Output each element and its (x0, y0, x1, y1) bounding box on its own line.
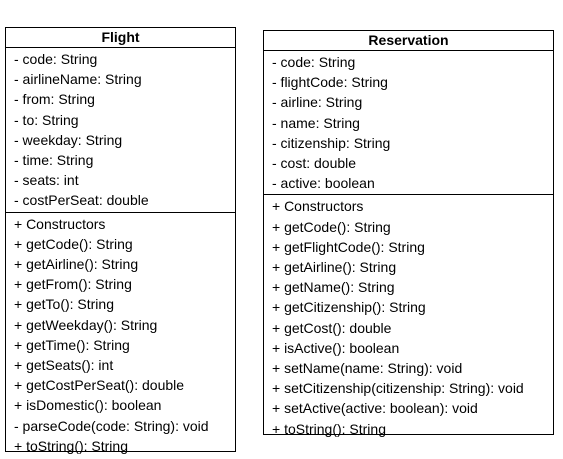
flight-method: + getCostPerSeat(): double (14, 377, 185, 394)
reservation-attribute: - citizenship: String (272, 134, 391, 151)
flight-method: + Constructors (14, 215, 106, 232)
reservation-methods (264, 195, 553, 439)
flight-attributes (6, 48, 235, 213)
reservation-method: + getFlightCode(): String (272, 238, 425, 255)
reservation-attribute: - flightCode: String (272, 74, 388, 91)
reservation-method: + setCitizenship(citizenship: String): void (272, 380, 524, 397)
flight-method: + getAirline(): String (14, 256, 139, 273)
reservation-attribute: - active: boolean (272, 175, 375, 192)
reservation-method: + setName(name: String): void (272, 360, 463, 377)
reservation-attribute: - airline: String (272, 94, 363, 111)
reservation-method: + getCode(): String (272, 218, 391, 235)
flight-attribute: - airlineName: String (14, 71, 142, 88)
reservation-attribute: - cost: double (272, 155, 357, 172)
flight-attribute: - seats: int (14, 172, 79, 189)
flight-method: + getCode(): String (14, 235, 133, 252)
reservation-method: + getName(): String (272, 279, 395, 296)
flight-method: + isDomestic(): boolean (14, 397, 162, 414)
flight-method: + getSeats(): int (14, 357, 114, 374)
reservation-method: + Constructors (272, 198, 364, 215)
flight-attribute: - code: String (14, 51, 98, 67)
reservation-attribute: - code: String (272, 54, 356, 70)
flight-methods (6, 213, 235, 457)
flight-attribute: - to: String (14, 111, 79, 128)
reservation-method: + getCitizenship(): String (272, 299, 426, 316)
reservation-attributes (264, 51, 553, 195)
reservation-method: + getCost(): double (272, 319, 392, 336)
reservation-method: + getAirline(): String (272, 259, 397, 276)
reservation-attribute: - name: String (272, 114, 360, 131)
flight-class-name: Flight (6, 28, 235, 48)
flight-attribute: - from: String (14, 91, 95, 108)
reservation-method: + setActive(active: boolean): void (272, 400, 478, 417)
flight-attribute: - costPerSeat: double (14, 192, 149, 209)
reservation-method: + toString(): String (272, 420, 386, 437)
reservation-class-box (263, 30, 554, 435)
reservation-class-name: Reservation (264, 31, 553, 51)
flight-method: + getTime(): String (14, 336, 130, 353)
flight-class-box (5, 27, 236, 452)
flight-attribute: - time: String (14, 152, 94, 169)
reservation-method: + isActive(): boolean (272, 339, 400, 356)
flight-method: + getFrom(): String (14, 276, 132, 293)
flight-method: + toString(): String (14, 437, 128, 454)
flight-attribute: - weekday: String (14, 131, 123, 148)
flight-method: - parseCode(code: String): void (14, 417, 209, 434)
flight-method: + getWeekday(): String (14, 316, 158, 333)
flight-method: + getTo(): String (14, 296, 114, 313)
